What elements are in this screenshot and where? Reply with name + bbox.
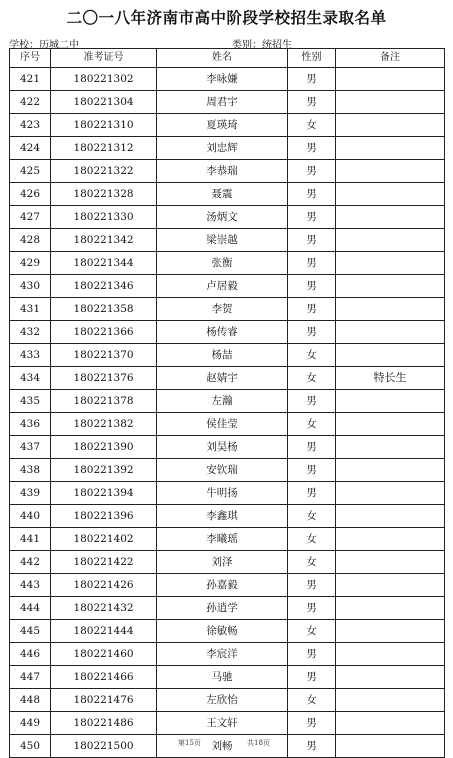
cell-remarks <box>336 252 445 275</box>
cell-name: 侯佳莹 <box>157 413 288 436</box>
cell-remarks <box>336 91 445 114</box>
table-row <box>10 68 445 91</box>
table-row <box>10 666 445 689</box>
cell-exam-id: 180221342 <box>51 229 157 252</box>
cell-remarks <box>336 689 445 712</box>
cell-serial: 438 <box>10 459 51 482</box>
table-row <box>10 505 445 528</box>
cell-remarks <box>336 643 445 666</box>
table-row <box>10 620 445 643</box>
cell-name: 李恭瑞 <box>157 160 288 183</box>
header-gender: 性别 <box>288 49 336 68</box>
document-title: 二〇一八年济南市高中阶段学校招生录取名单 <box>66 9 387 27</box>
cell-gender: 男 <box>288 298 336 321</box>
cell-name: 聂震 <box>157 183 288 206</box>
cell-remarks <box>336 459 445 482</box>
table-row <box>10 321 445 344</box>
table-row <box>10 413 445 436</box>
table-row <box>10 574 445 597</box>
cell-exam-id: 180221500 <box>51 735 157 758</box>
table-row <box>10 91 445 114</box>
cell-exam-id: 180221328 <box>51 183 157 206</box>
cell-serial: 422 <box>10 91 51 114</box>
cell-serial: 446 <box>10 643 51 666</box>
cell-name: 刘畅 <box>157 735 288 758</box>
cell-serial: 440 <box>10 505 51 528</box>
cell-exam-id: 180221426 <box>51 574 157 597</box>
cell-gender: 男 <box>288 482 336 505</box>
cell-gender: 女 <box>288 528 336 551</box>
cell-serial: 448 <box>10 689 51 712</box>
cell-exam-id: 180221486 <box>51 712 157 735</box>
cell-exam-id: 180221376 <box>51 367 157 390</box>
cell-exam-id: 180221476 <box>51 689 157 712</box>
table-row <box>10 114 445 137</box>
cell-name: 李咏嫌 <box>157 68 288 91</box>
cell-name: 牛明扬 <box>157 482 288 505</box>
header-serial: 序号 <box>10 49 51 68</box>
cell-exam-id: 180221390 <box>51 436 157 459</box>
cell-exam-id: 180221370 <box>51 344 157 367</box>
cell-gender: 女 <box>288 114 336 137</box>
cell-gender: 女 <box>288 620 336 643</box>
cell-gender: 男 <box>288 436 336 459</box>
cell-gender: 男 <box>288 597 336 620</box>
table-row <box>10 160 445 183</box>
cell-remarks <box>336 735 445 758</box>
cell-remarks <box>336 436 445 459</box>
cell-name: 刘泽 <box>157 551 288 574</box>
cell-name: 张衡 <box>157 252 288 275</box>
cell-gender: 女 <box>288 413 336 436</box>
cell-remarks <box>336 206 445 229</box>
cell-serial: 430 <box>10 275 51 298</box>
cell-name: 马驰 <box>157 666 288 689</box>
cell-remarks <box>336 68 445 91</box>
cell-remarks <box>336 413 445 436</box>
category-label: 类别：统招生 <box>232 40 292 51</box>
table-row <box>10 298 445 321</box>
cell-serial: 423 <box>10 114 51 137</box>
cell-remarks <box>336 275 445 298</box>
cell-remarks <box>336 137 445 160</box>
cell-remarks <box>336 574 445 597</box>
cell-exam-id: 180221392 <box>51 459 157 482</box>
cell-exam-id: 180221330 <box>51 206 157 229</box>
cell-name: 李鑫琪 <box>157 505 288 528</box>
table-row <box>10 344 445 367</box>
cell-remarks <box>336 712 445 735</box>
table-row <box>10 436 445 459</box>
cell-gender: 女 <box>288 551 336 574</box>
cell-serial: 445 <box>10 620 51 643</box>
table-row <box>10 735 445 758</box>
cell-remarks <box>336 183 445 206</box>
cell-name: 刘忠辉 <box>157 137 288 160</box>
cell-remarks <box>336 321 445 344</box>
cell-name: 杨喆 <box>157 344 288 367</box>
cell-name: 赵婧宇 <box>157 367 288 390</box>
cell-serial: 432 <box>10 321 51 344</box>
table-row <box>10 459 445 482</box>
cell-name: 徐敏畅 <box>157 620 288 643</box>
cell-gender: 男 <box>288 229 336 252</box>
table-row <box>10 551 445 574</box>
cell-exam-id: 180221312 <box>51 137 157 160</box>
cell-serial: 441 <box>10 528 51 551</box>
cell-name: 安钦瑞 <box>157 459 288 482</box>
cell-exam-id: 180221460 <box>51 643 157 666</box>
cell-gender: 男 <box>288 206 336 229</box>
cell-exam-id: 180221466 <box>51 666 157 689</box>
cell-exam-id: 180221310 <box>51 114 157 137</box>
cell-gender: 男 <box>288 91 336 114</box>
cell-remarks <box>336 666 445 689</box>
cell-gender: 男 <box>288 666 336 689</box>
cell-serial: 427 <box>10 206 51 229</box>
cell-serial: 449 <box>10 712 51 735</box>
table-row <box>10 597 445 620</box>
cell-name: 卢居毅 <box>157 275 288 298</box>
cell-serial: 421 <box>10 68 51 91</box>
cell-serial: 444 <box>10 597 51 620</box>
cell-gender: 女 <box>288 689 336 712</box>
cell-serial: 434 <box>10 367 51 390</box>
cell-exam-id: 180221378 <box>51 390 157 413</box>
cell-serial: 426 <box>10 183 51 206</box>
admission-table <box>9 48 445 758</box>
table-row <box>10 689 445 712</box>
cell-gender: 男 <box>288 321 336 344</box>
cell-gender: 男 <box>288 643 336 666</box>
cell-serial: 437 <box>10 436 51 459</box>
cell-name: 汤炳文 <box>157 206 288 229</box>
cell-serial: 447 <box>10 666 51 689</box>
cell-exam-id: 180221366 <box>51 321 157 344</box>
table-header-row <box>10 49 445 68</box>
cell-exam-id: 180221358 <box>51 298 157 321</box>
cell-exam-id: 180221382 <box>51 413 157 436</box>
cell-remarks <box>336 597 445 620</box>
table-row <box>10 275 445 298</box>
cell-name: 王文轩 <box>157 712 288 735</box>
cell-serial: 436 <box>10 413 51 436</box>
cell-gender: 女 <box>288 367 336 390</box>
cell-gender: 男 <box>288 68 336 91</box>
header-remarks: 备注 <box>336 49 445 68</box>
cell-exam-id: 180221396 <box>51 505 157 528</box>
header-exam-id: 准考证号 <box>51 49 157 68</box>
cell-serial: 439 <box>10 482 51 505</box>
cell-exam-id: 180221322 <box>51 160 157 183</box>
cell-name: 杨传睿 <box>157 321 288 344</box>
cell-serial: 433 <box>10 344 51 367</box>
cell-gender: 男 <box>288 160 336 183</box>
cell-name: 梁崇越 <box>157 229 288 252</box>
cell-remarks <box>336 482 445 505</box>
cell-remarks <box>336 528 445 551</box>
cell-name: 夏瑛琦 <box>157 114 288 137</box>
table-row <box>10 390 445 413</box>
table-row <box>10 229 445 252</box>
cell-serial: 450 <box>10 735 51 758</box>
cell-gender: 男 <box>288 574 336 597</box>
cell-remarks: 特长生 <box>336 367 445 390</box>
cell-exam-id: 180221422 <box>51 551 157 574</box>
cell-exam-id: 180221394 <box>51 482 157 505</box>
cell-name: 李贺 <box>157 298 288 321</box>
cell-remarks <box>336 551 445 574</box>
cell-gender: 男 <box>288 252 336 275</box>
cell-serial: 424 <box>10 137 51 160</box>
header-name: 姓名 <box>157 49 288 68</box>
table-row <box>10 206 445 229</box>
cell-remarks <box>336 344 445 367</box>
table-row <box>10 482 445 505</box>
cell-remarks <box>336 298 445 321</box>
page-total: 共18页 <box>247 739 270 747</box>
table-row <box>10 252 445 275</box>
cell-name: 李曦瑶 <box>157 528 288 551</box>
cell-name: 左瀚 <box>157 390 288 413</box>
school-label: 学校：历城二中 <box>9 40 79 51</box>
table-row <box>10 137 445 160</box>
cell-name: 孙嘉毅 <box>157 574 288 597</box>
cell-gender: 男 <box>288 459 336 482</box>
table-row <box>10 183 445 206</box>
cell-gender: 男 <box>288 275 336 298</box>
cell-name: 李宸洋 <box>157 643 288 666</box>
cell-serial: 442 <box>10 551 51 574</box>
cell-exam-id: 180221432 <box>51 597 157 620</box>
cell-name: 周君宇 <box>157 91 288 114</box>
cell-name: 孙逍学 <box>157 597 288 620</box>
cell-exam-id: 180221346 <box>51 275 157 298</box>
cell-gender: 女 <box>288 505 336 528</box>
cell-serial: 443 <box>10 574 51 597</box>
table-row <box>10 528 445 551</box>
cell-exam-id: 180221402 <box>51 528 157 551</box>
cell-exam-id: 180221302 <box>51 68 157 91</box>
cell-remarks <box>336 160 445 183</box>
cell-name: 刘昊杨 <box>157 436 288 459</box>
page-number: 第15页 <box>178 739 201 747</box>
cell-name: 左欣怡 <box>157 689 288 712</box>
cell-gender: 男 <box>288 183 336 206</box>
cell-serial: 429 <box>10 252 51 275</box>
table-row <box>10 367 445 390</box>
cell-exam-id: 180221344 <box>51 252 157 275</box>
cell-gender: 男 <box>288 390 336 413</box>
cell-serial: 428 <box>10 229 51 252</box>
cell-exam-id: 180221304 <box>51 91 157 114</box>
cell-serial: 431 <box>10 298 51 321</box>
cell-gender: 男 <box>288 137 336 160</box>
cell-remarks <box>336 114 445 137</box>
cell-remarks <box>336 390 445 413</box>
cell-serial: 435 <box>10 390 51 413</box>
cell-exam-id: 180221444 <box>51 620 157 643</box>
table-row <box>10 712 445 735</box>
cell-gender: 男 <box>288 712 336 735</box>
table-row <box>10 643 445 666</box>
cell-remarks <box>336 229 445 252</box>
cell-gender: 女 <box>288 344 336 367</box>
table-body <box>10 68 445 758</box>
cell-remarks <box>336 505 445 528</box>
cell-serial: 425 <box>10 160 51 183</box>
cell-remarks <box>336 620 445 643</box>
cell-gender: 男 <box>288 735 336 758</box>
